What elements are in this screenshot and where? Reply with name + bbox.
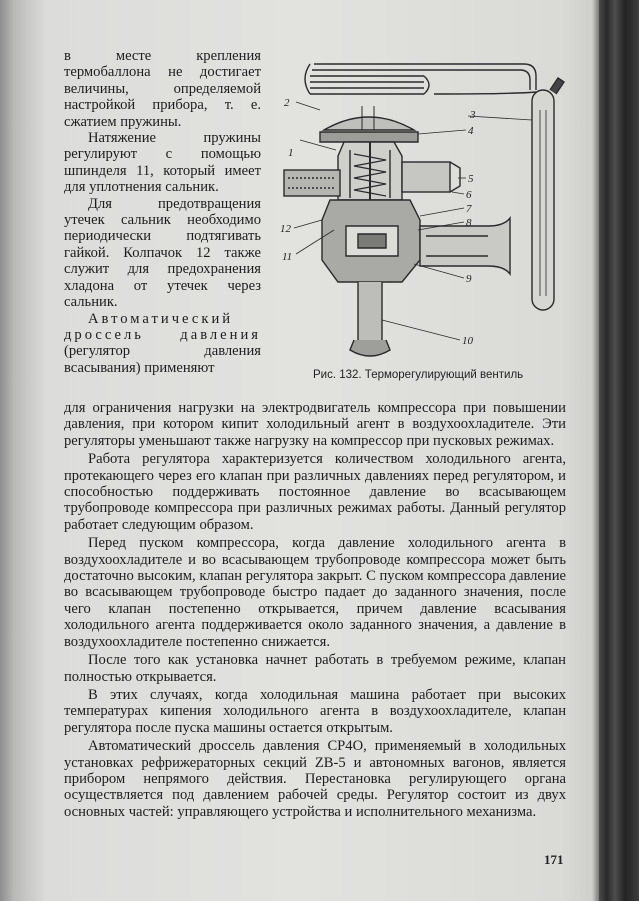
figure-label-6: 6 xyxy=(466,189,472,201)
page-number: 171 xyxy=(544,852,564,867)
book-spine xyxy=(599,0,639,901)
figure-label-8: 8 xyxy=(466,217,472,229)
paragraph-6: Автоматический дроссель давления СР4О, применяемый в холодильных установках рефрижераторных секций ZB-5 и автономных вагонов, является прибором непрямого действия. Перестановка регулирующего органа осуществляется под давлением рабочей среды. Регулятор состоит из двух основных частей: управляющего устройства и исполнительного механизма. xyxy=(64,738,566,820)
figure-label-9: 9 xyxy=(466,273,472,285)
valve-figure xyxy=(274,50,574,368)
figure-label-3: 3 xyxy=(470,109,476,121)
figure-caption: Рис. 132. Терморегулирующий вентиль xyxy=(313,369,524,381)
section-heading-rest: (регулятор давления всасывания) применяют xyxy=(64,343,261,376)
paragraph-5: В этих случаях, когда холодильная машина работает при высоких температурах кипения холодильного агента в воздухоохладителе, клапан регулятора после пуска машины остается открытым. xyxy=(64,686,566,736)
section-heading: Автоматический дроссель давления xyxy=(64,310,261,343)
intro-paragraph-2: Натяжение пружины регулируют с помощью шпинделя 11, который имеет для уплотнения сальник. xyxy=(64,130,261,196)
figure-label-12: 12 xyxy=(280,223,291,235)
figure-label-7: 7 xyxy=(466,203,472,215)
figure-label-1: 1 xyxy=(288,147,294,159)
intro-paragraph-1: в месте крепления термобаллона не достигает величины, определяемой настройкой прибора, т. е. сжатием пружины. xyxy=(64,48,261,130)
figure-label-5: 5 xyxy=(468,173,474,185)
paragraph-3: Перед пуском компрессора, когда давление холодильного агента в воздухоохладителе и во всасывающем трубопроводе компрессора может быть достаточно высоким, клапан регулятора закрыт. С пуском компрессора давление во всасывающем трубопроводе быстро падает до заданного значения, после чего клапан постепенно открывается, причем давление всасывания холодильного агента поддерживается около заданного значения, а давление в воздухоохладителе постепенно снижается. xyxy=(64,535,566,650)
paragraph-4: После того как установка начнет работать в требуемом режиме, клапан полностью открывается. xyxy=(64,652,566,685)
main-text xyxy=(64,400,566,822)
figure-label-2: 2 xyxy=(284,97,290,109)
paragraph-2: Работа регулятора характеризуется количеством холодильного агента, протекающего через его клапан при различных давлениях перед регулятором, и способностью поддерживать постоянное давление во всасывающем трубопроводе компрессора при различных режимах работы. Данный регулятор работает следующим образом. xyxy=(64,451,566,533)
figure-label-10: 10 xyxy=(462,335,473,347)
intro-paragraph-3: Для предотвращения утечек сальник необходимо периодически подтягивать гайкой. Колпачок 12 также служит для предохранения хладона от утечек через сальник. xyxy=(64,195,261,311)
intro-column xyxy=(64,48,261,376)
figure-label-11: 11 xyxy=(282,251,293,263)
section-heading-paragraph xyxy=(64,311,261,377)
figure-label-4: 4 xyxy=(468,125,474,137)
paragraph-1: для ограничения нагрузки на электродвигатель компрессора при повышении давления, при котором кипит холодильный агент в воздухоохладителе. Эти регуляторы уменьшают также нагрузку на компрессор при пусковых режимах. xyxy=(64,400,566,449)
